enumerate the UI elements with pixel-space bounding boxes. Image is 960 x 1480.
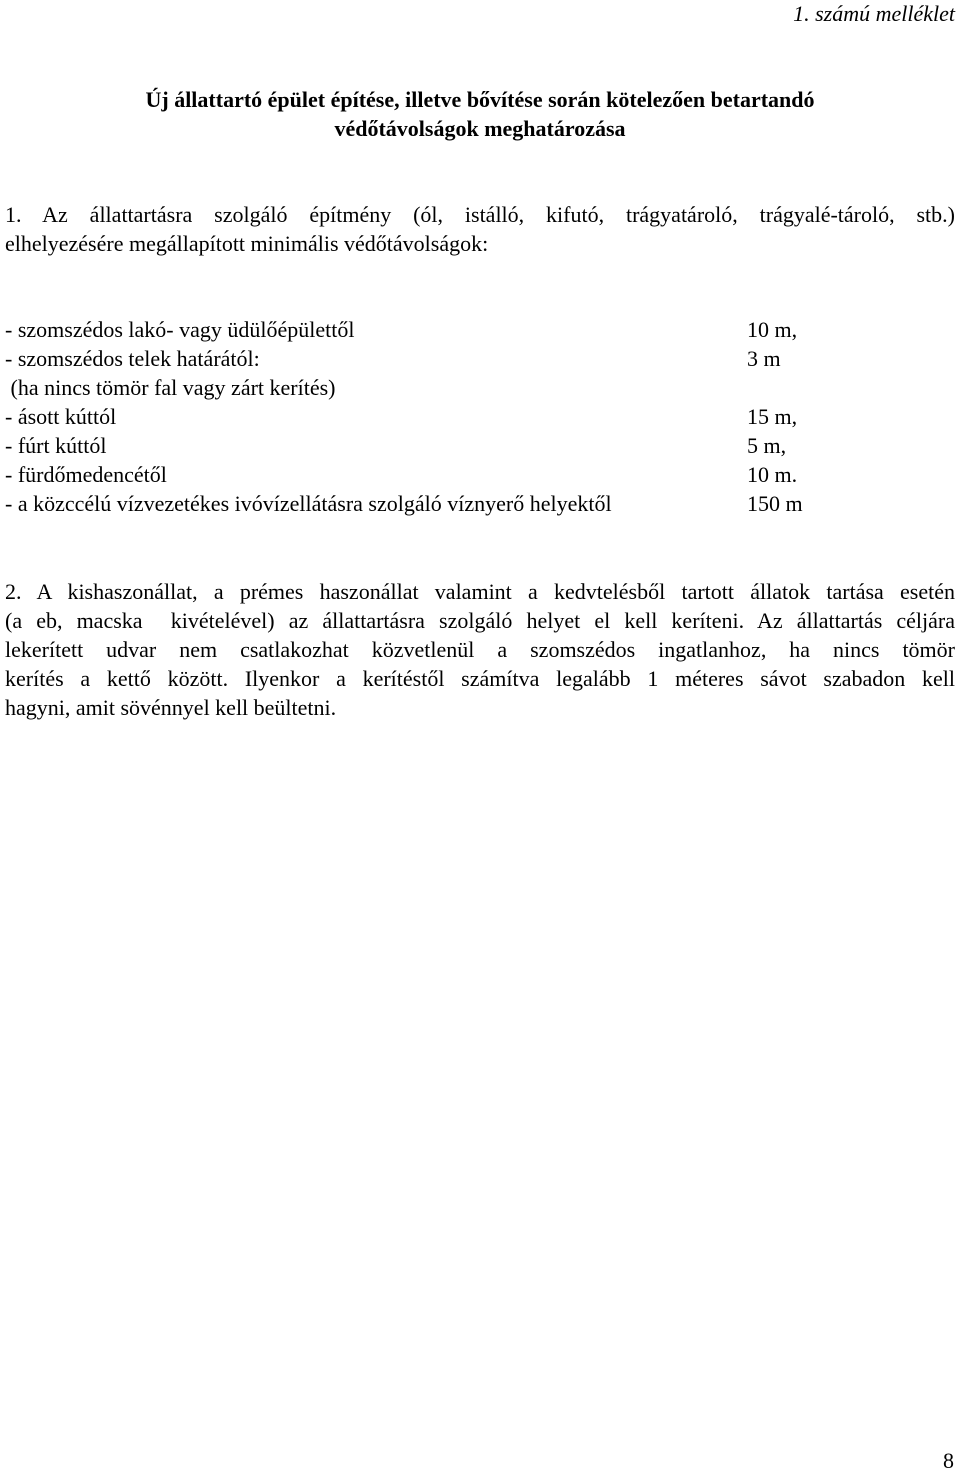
distance-label: - ásott kúttól bbox=[5, 404, 117, 429]
distance-label: - fúrt kúttól bbox=[5, 433, 107, 458]
annex-label: 1. számú melléklet bbox=[793, 1, 955, 26]
section-2-line: 2. A kishaszonállat, a prémes haszonállat valamint a kedvtelésből tartott állatok tartása esetén bbox=[5, 579, 955, 604]
distance-value: 5 m, bbox=[747, 433, 787, 458]
distance-value: 150 m bbox=[747, 491, 803, 516]
distance-value: 3 m bbox=[747, 346, 781, 371]
distance-label: - a közccélú vízvezetékes ivóvízellátásra szolgáló víznyerő helyektől bbox=[5, 491, 612, 516]
title-line-2: védőtávolságok meghatározása bbox=[334, 115, 626, 141]
section-1-intro-line-1: 1. Az állattartásra szolgáló építmény (ól, istálló, kifutó, trágyatároló, trágyalé-tároló, stb.) bbox=[5, 202, 955, 227]
section-1-intro-line-2: elhelyezésére megállapított minimális védőtávolságok: bbox=[5, 231, 489, 256]
distance-list bbox=[5, 315, 905, 518]
distance-value: 10 m. bbox=[747, 462, 798, 487]
distance-label: - szomszédos lakó- vagy üdülőépülettől bbox=[5, 317, 355, 342]
distance-row bbox=[5, 402, 905, 431]
distance-value: 10 m, bbox=[747, 317, 798, 342]
distance-row bbox=[5, 373, 905, 402]
title-line-1: Új állattartó épület építése, illetve bővítése során kötelezően betartandó bbox=[145, 87, 815, 112]
distance-value: 15 m, bbox=[747, 404, 798, 429]
section-2-line: kerítés a kettő között. Ilyenkor a kerítéstől számítva legalább 1 méteres sávot szabadon kell bbox=[5, 666, 955, 691]
distance-row bbox=[5, 489, 905, 518]
page-number: 8 bbox=[943, 1448, 954, 1473]
section-2-line: lekerített udvar nem csatlakozhat közvetlenül a szomszédos ingatlanhoz, ha nincs tömör bbox=[5, 637, 955, 662]
section-2-line: hagyni, amit sövénnyel kell beültetni. bbox=[5, 695, 337, 720]
distance-note: (ha nincs tömör fal vagy zárt kerítés) bbox=[5, 375, 336, 400]
distance-label: - fürdőmedencétől bbox=[5, 462, 167, 487]
document-title bbox=[0, 86, 960, 143]
distance-row bbox=[5, 460, 905, 489]
section-1-intro bbox=[5, 200, 955, 258]
distance-label: - szomszédos telek határától: bbox=[5, 346, 260, 371]
distance-row bbox=[5, 431, 905, 460]
distance-row bbox=[5, 315, 905, 344]
section-2-line: (a eb, macska kivételével) az állattartásra szolgáló helyet el kell keríteni. Az állattartás céljára bbox=[5, 608, 955, 633]
distance-row bbox=[5, 344, 905, 373]
section-2-paragraph bbox=[5, 577, 955, 722]
